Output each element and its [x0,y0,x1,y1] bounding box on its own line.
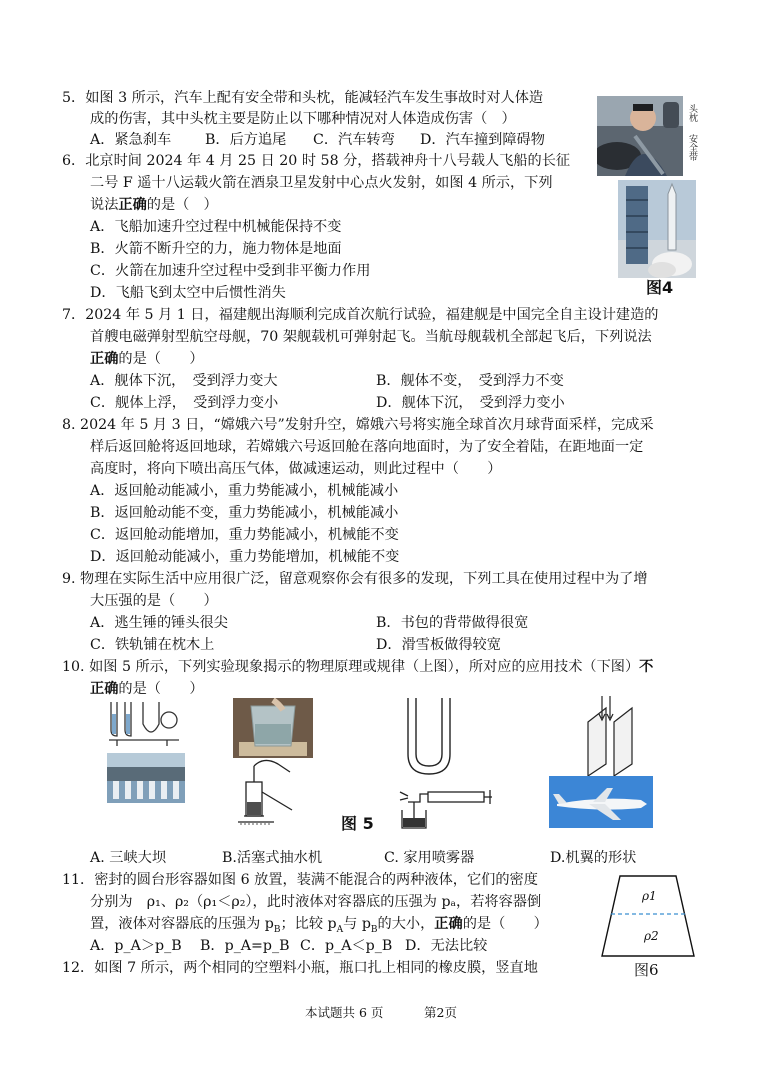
q10-option-a: A. 三峡大坝 [90,850,167,866]
fig3-label-headrest: 头枕 [687,104,697,122]
q6-option-c: C．火箭在加速升空过程中受到非平衡力作用 [90,263,371,279]
q11-line3-c: 与 p [343,916,371,932]
q8-option-b: B．返回舱动能不变，重力势能减小，机械能减小 [90,505,399,521]
q8-line2: 样后返回舱将返回地球，若嫦娥六号返回舱在落向地面时，为了安全着陆，在距地面一定 [90,439,644,455]
q10-option-d: D.机翼的形状 [550,850,637,866]
fig5d-airplane-photo [549,776,653,828]
q11-option-d: D．无法比较 [405,938,488,954]
q10-line1 [62,657,653,677]
q7-option-c: C．舰体上浮， 受到浮力变小 [90,395,279,411]
q6-line3 [90,195,218,215]
q7-line2: 首艘电磁弹射型航空母舰，70 架舰载机可弹射起飞。当航母舰载机全部起飞后，下列说法 [90,329,652,345]
q10-option-b: B.活塞式抽水机 [222,850,323,866]
q10-option-c: C. 家用喷雾器 [384,850,475,866]
q6-correct-keyword: 正确 [118,197,147,213]
q11-option-c: C．p_A＜p_B [300,938,393,954]
footer-page-number: 第2页 [424,1005,457,1020]
fig6-rho2-label: ρ2 [644,929,659,943]
q5-line1: 5．如图 3 所示，汽车上配有安全带和头枕，能减轻汽车发生事故时对人体造 [62,90,544,106]
q11-line3-b: ；比较 p [280,916,337,932]
q9-option-d: D．滑雪板做得较宽 [376,637,501,653]
q7-option-a: A．舰体下沉， 受到浮力变大 [90,373,278,389]
q6-option-d: D．飞船飞到太空中后惯性消失 [90,285,286,301]
q11-line3-a: 置，液体对容器底的压强为 p [90,916,274,932]
q7-option-d: D．舰体下沉， 受到浮力变小 [376,395,565,411]
fig6-rho1-label: ρ1 [642,889,657,903]
fig4-caption: 图4 [646,278,674,297]
fig6-caption: 图6 [634,961,659,979]
q11-sub-b2: B [370,924,378,935]
q9-line2: 大压强的是（ ） [90,593,218,609]
q11-option-a: A．p_A＞p_B [90,938,182,954]
fig5b-piston-pump-drawing [234,758,314,828]
q10-line2 [90,679,204,699]
q5-option-b: B．后方追尾 [205,132,287,148]
q8-line1: 8. 2024 年 5 月 3 日，“嫦娥六号”发射升空，嫦娥六号将实施全球首次月球背面采样，完成采 [62,417,654,433]
q6-line2: 二号 F 遥十八运载火箭在酒泉卫星发射中心点火发射，如图 4 所示，下列 [90,175,553,191]
fig4-rocket-photo [618,180,696,278]
q8-option-c: C．返回舱动能增加，重力势能减小，机械能不变 [90,527,399,543]
q6-line3-c: 的是（ ） [146,197,218,213]
q8-option-d: D．返回舱动能减小，重力势能增加，机械能不变 [90,549,400,565]
q8-option-a: A．返回舱动能减小，重力势能减小，机械能减小 [90,483,399,499]
q7-option-b: B．舰体不变， 受到浮力不变 [376,373,564,389]
q11-line3-d: 的大小， [377,916,435,932]
q11-sub-a: A [336,924,344,935]
q11-option-b: B．p_A=p_B [200,938,290,954]
q6-option-b: B．火箭不断升空的力，施力物体是地面 [90,241,342,257]
q6-line3-a: 说法 [90,197,119,213]
fig5c-sprayer-drawing [398,782,494,830]
fig5c-u-tube-drawing [400,696,458,778]
q10-line1-a: 10. 如图 5 所示，下列实验现象揭示的物理原理或规律（上图），所对应的应用技术（下图） [62,659,640,675]
q10-not-keyword: 不 [639,659,654,675]
q7-line3 [90,349,204,369]
q6-option-a: A．飞船加速升空过程中机械能保持不变 [90,219,342,235]
q7-line3-b: 的是（ ） [118,351,204,367]
q11-line1: 11．密封的圆台形容器如图 6 放置，装满不能混合的两种液体，它们的密度 [62,872,538,888]
q5-option-a: A．紧急刹车 [90,132,172,148]
q11-correct-keyword: 正确 [434,916,463,932]
q5-option-c: C．汽车转弯 [313,132,395,148]
fig5a-connected-vessels [103,700,183,748]
fig5d-hanging-papers-drawing [584,694,640,776]
q9-option-a: A．逃生锤的锤头很尖 [90,615,228,631]
q7-correct-keyword: 正确 [90,351,119,367]
q11-sub-b1: B [273,924,281,935]
q12-line1: 12．如图 7 所示，两个相同的空塑料小瓶，瓶口扎上相同的橡皮膜，竖直地 [62,960,538,976]
q10-line2-b: 的是（ ） [118,681,204,697]
fig5b-glass-card-photo [233,698,313,758]
q8-line3: 高度时，将向下喷出高压气体，做减速运动，则此过程中（ ） [90,461,502,477]
q6-line1: 6．北京时间 2024 年 4 月 25 日 20 时 58 分，搭载神舟十八号载人飞船的长征 [62,153,571,169]
q10-correct-keyword: 正确 [90,681,119,697]
q9-line1: 9. 物理在实际生活中应用很广泛，留意观察你会有很多的发现，下列工具在使用过程中为了增 [62,571,648,587]
q5-line2: 成的伤害，其中头枕主要是防止以下哪种情况对人体造成伤害（ ） [90,111,516,127]
fig5a-three-gorges-dam-photo [107,753,185,803]
q5-option-d: D．汽车撞到障碍物 [420,132,545,148]
q11-line3-f: 的是（ ） [462,916,548,932]
fig3-label-seatbelt: 安全带 [687,134,697,161]
fig3-driver-photo [597,96,683,176]
q9-option-c: C．铁轨铺在枕木上 [90,637,215,653]
q7-line1: 7．2024 年 5 月 1 日，福建舰出海顺利完成首次航行试验，福建舰是中国完全自主设计建造的 [62,307,659,323]
footer-total-pages: 本试题共 6 页 [305,1005,384,1020]
q9-option-b: B．书包的背带做得很宽 [376,615,529,631]
q11-line2: 分别为 ρ₁、ρ₂（ρ₁＜ρ₂），此时液体对容器底的压强为 pₐ，若将容器倒 [90,894,542,910]
fig5-caption: 图 5 [341,814,374,833]
